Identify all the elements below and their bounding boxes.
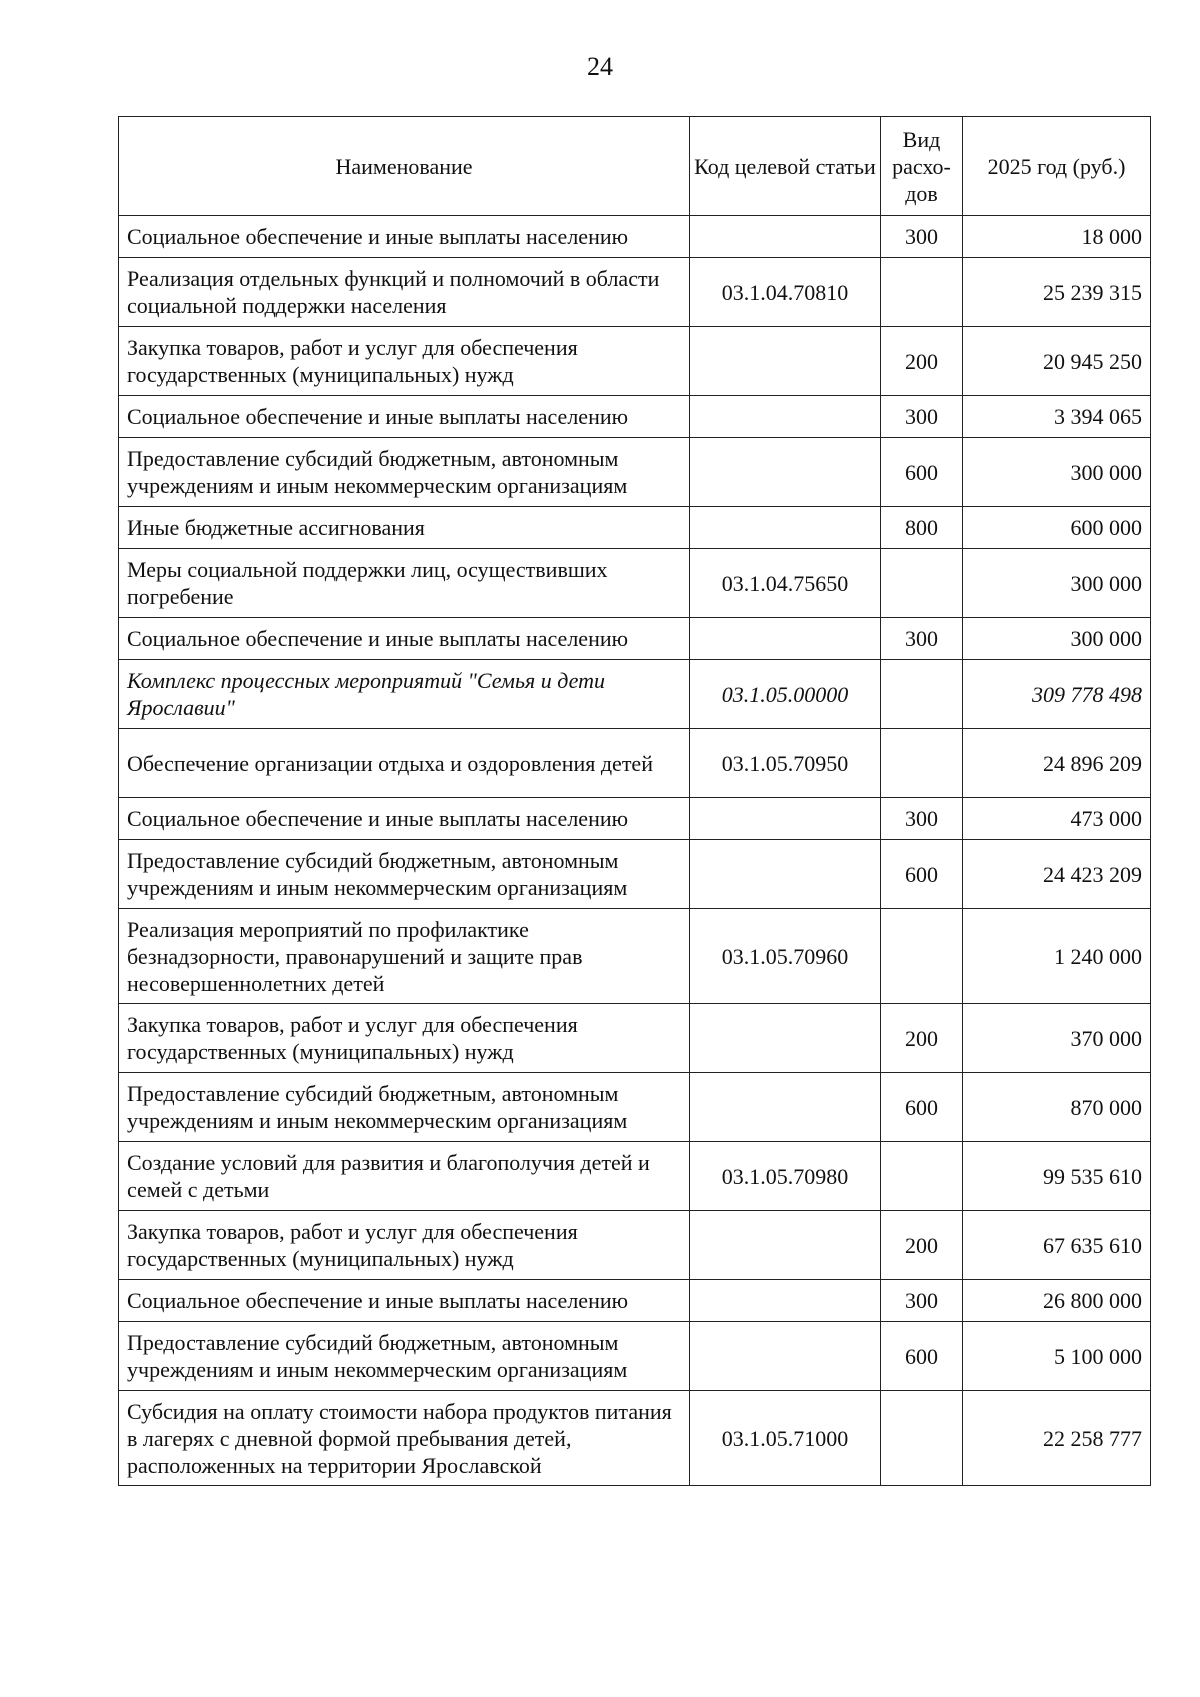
cell-sum: 20 945 250 — [963, 327, 1151, 396]
cell-sum: 24 896 209 — [963, 729, 1151, 798]
table-row — [119, 438, 1151, 507]
table-row — [119, 729, 1151, 798]
table-row — [119, 840, 1151, 909]
table-body — [119, 216, 1151, 1486]
cell-code — [690, 840, 881, 909]
cell-sum: 1 240 000 — [963, 909, 1151, 1004]
cell-code: 03.1.05.70960 — [690, 909, 881, 1004]
cell-name: Обеспечение организации отдыха и оздоровления детей — [119, 729, 690, 798]
cell-type: 200 — [881, 327, 963, 396]
table-row — [119, 1004, 1151, 1073]
cell-sum: 25 239 315 — [963, 258, 1151, 327]
cell-sum: 18 000 — [963, 216, 1151, 258]
cell-code — [690, 1211, 881, 1280]
cell-type: 600 — [881, 840, 963, 909]
cell-type: 300 — [881, 396, 963, 438]
table-row — [119, 909, 1151, 1004]
cell-name: Реализация мероприятий по профилактике безнадзорности, правонарушений и защите прав несовершеннолетних детей — [119, 909, 690, 1004]
cell-type — [881, 660, 963, 729]
cell-code — [690, 1073, 881, 1142]
cell-type: 600 — [881, 438, 963, 507]
cell-name: Предоставление субсидий бюджетным, автономным учреждениям и иным некоммерческим организациям — [119, 1322, 690, 1391]
table-row — [119, 507, 1151, 549]
cell-code: 03.1.04.75650 — [690, 549, 881, 618]
cell-code — [690, 507, 881, 549]
cell-code: 03.1.05.70980 — [690, 1142, 881, 1211]
cell-sum: 24 423 209 — [963, 840, 1151, 909]
table-row — [119, 660, 1151, 729]
table-row — [119, 1211, 1151, 1280]
cell-code: 03.1.04.70810 — [690, 258, 881, 327]
cell-code — [690, 1004, 881, 1073]
table-row — [119, 327, 1151, 396]
cell-sum: 3 394 065 — [963, 396, 1151, 438]
cell-code: 03.1.05.00000 — [690, 660, 881, 729]
cell-sum: 300 000 — [963, 549, 1151, 618]
cell-type: 200 — [881, 1211, 963, 1280]
cell-type: 800 — [881, 507, 963, 549]
page-number: 24 — [587, 52, 613, 81]
table-row — [119, 1391, 1151, 1486]
cell-code — [690, 216, 881, 258]
cell-code: 03.1.05.70950 — [690, 729, 881, 798]
cell-name: Социальное обеспечение и иные выплаты населению — [119, 1280, 690, 1322]
table-row — [119, 549, 1151, 618]
table-row — [119, 1322, 1151, 1391]
cell-code — [690, 396, 881, 438]
table-row — [119, 618, 1151, 660]
cell-code — [690, 327, 881, 396]
cell-sum: 67 635 610 — [963, 1211, 1151, 1280]
cell-sum: 99 535 610 — [963, 1142, 1151, 1211]
cell-code: 03.1.05.71000 — [690, 1391, 881, 1486]
cell-name: Создание условий для развития и благополучия детей и семей с детьми — [119, 1142, 690, 1211]
cell-name: Иные бюджетные ассигнования — [119, 507, 690, 549]
cell-type: 300 — [881, 798, 963, 840]
cell-name: Предоставление субсидий бюджетным, автономным учреждениям и иным некоммерческим организациям — [119, 1073, 690, 1142]
table-row — [119, 216, 1151, 258]
cell-code — [690, 798, 881, 840]
cell-name: Закупка товаров, работ и услуг для обеспечения государственных (муниципальных) нужд — [119, 1004, 690, 1073]
table-row — [119, 798, 1151, 840]
cell-type — [881, 909, 963, 1004]
cell-type — [881, 258, 963, 327]
cell-sum: 5 100 000 — [963, 1322, 1151, 1391]
table-row — [119, 1073, 1151, 1142]
cell-sum: 300 000 — [963, 438, 1151, 507]
cell-name: Закупка товаров, работ и услуг для обеспечения государственных (муниципальных) нужд — [119, 1211, 690, 1280]
cell-sum: 600 000 — [963, 507, 1151, 549]
cell-sum: 309 778 498 — [963, 660, 1151, 729]
cell-sum: 370 000 — [963, 1004, 1151, 1073]
cell-name: Предоставление субсидий бюджетным, автономным учреждениям и иным некоммерческим организациям — [119, 840, 690, 909]
cell-name: Комплекс процессных мероприятий "Семья и дети Ярославии" — [119, 660, 690, 729]
header-year: 2025 год (руб.) — [963, 117, 1151, 216]
cell-name: Социальное обеспечение и иные выплаты населению — [119, 396, 690, 438]
budget-table — [118, 116, 1151, 1486]
cell-name: Предоставление субсидий бюджетным, автономным учреждениям и иным некоммерческим организациям — [119, 438, 690, 507]
cell-type: 300 — [881, 216, 963, 258]
cell-sum: 473 000 — [963, 798, 1151, 840]
cell-type: 300 — [881, 618, 963, 660]
cell-type — [881, 1142, 963, 1211]
cell-name: Меры социальной поддержки лиц, осуществивших погребение — [119, 549, 690, 618]
cell-type: 600 — [881, 1073, 963, 1142]
cell-name: Социальное обеспечение и иные выплаты населению — [119, 216, 690, 258]
cell-type — [881, 549, 963, 618]
cell-name: Субсидия на оплату стоимости набора продуктов питания в лагерях с дневной формой пребывания детей, расположенных на территории Ярославской — [119, 1391, 690, 1486]
cell-type — [881, 729, 963, 798]
cell-type: 200 — [881, 1004, 963, 1073]
header-type: Вид расхо-дов — [881, 117, 963, 216]
cell-sum: 300 000 — [963, 618, 1151, 660]
table-row — [119, 1142, 1151, 1211]
table-row — [119, 396, 1151, 438]
cell-name: Социальное обеспечение и иные выплаты населению — [119, 618, 690, 660]
cell-code — [690, 1280, 881, 1322]
cell-sum: 26 800 000 — [963, 1280, 1151, 1322]
cell-type — [881, 1391, 963, 1486]
table-row — [119, 1280, 1151, 1322]
cell-type: 600 — [881, 1322, 963, 1391]
header-name: Наименование — [119, 117, 690, 216]
cell-name: Социальное обеспечение и иные выплаты населению — [119, 798, 690, 840]
table-row — [119, 258, 1151, 327]
cell-name: Закупка товаров, работ и услуг для обеспечения государственных (муниципальных) нужд — [119, 327, 690, 396]
cell-sum: 870 000 — [963, 1073, 1151, 1142]
cell-sum: 22 258 777 — [963, 1391, 1151, 1486]
cell-code — [690, 618, 881, 660]
cell-type: 300 — [881, 1280, 963, 1322]
table-header-row — [119, 117, 1151, 216]
cell-name: Реализация отдельных функций и полномочий в области социальной поддержки населения — [119, 258, 690, 327]
header-code: Код целевой статьи — [690, 117, 881, 216]
cell-code — [690, 1322, 881, 1391]
cell-code — [690, 438, 881, 507]
